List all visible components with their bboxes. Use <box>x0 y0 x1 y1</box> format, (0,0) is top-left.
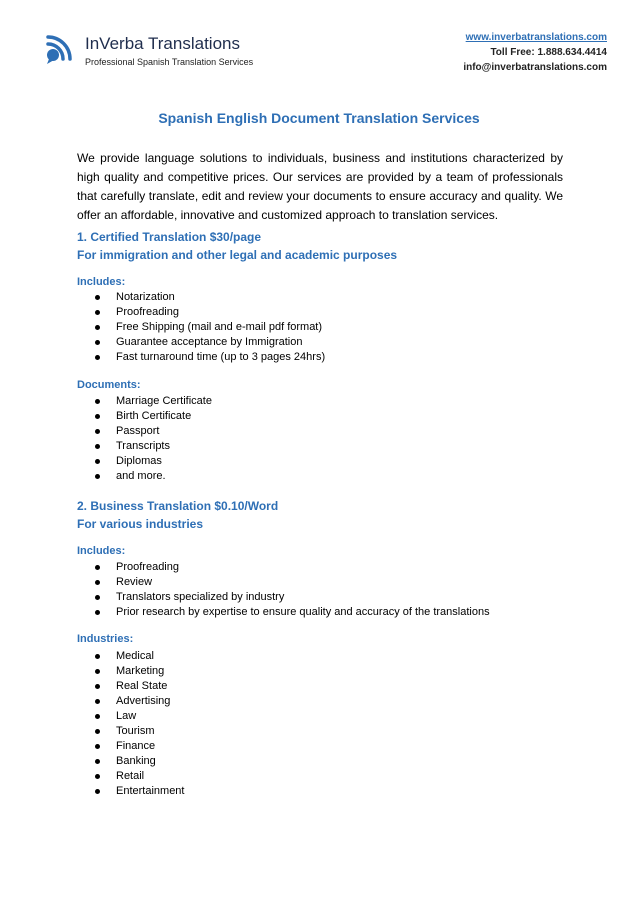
list-item: Medical <box>0 649 184 664</box>
list-item: and more. <box>0 469 212 484</box>
section-1-documents-label: Documents: <box>77 379 141 391</box>
speech-bubble-signal-icon <box>44 33 74 65</box>
list-item: Notarization <box>0 290 325 305</box>
website-link[interactable]: www.inverbatranslations.com <box>465 32 607 43</box>
section-2-includes-label: Includes: <box>77 545 126 557</box>
section-1-heading <box>77 228 397 264</box>
list-item: Real State <box>0 679 184 694</box>
section-2-heading <box>77 497 278 533</box>
brand-tagline: Professional Spanish Translation Services <box>85 57 254 67</box>
contact-block <box>463 30 607 75</box>
list-item: Fast turnaround time (up to 3 pages 24hrs) <box>0 350 325 365</box>
section-2-subtitle: For various industries <box>77 517 204 531</box>
list-item: Translators specialized by industry <box>0 590 490 605</box>
list-item: Retail <box>0 769 184 784</box>
letterhead <box>0 0 638 80</box>
list-item: Free Shipping (mail and e-mail pdf format) <box>0 320 325 335</box>
email-address[interactable]: info@inverbatranslations.com <box>463 62 607 73</box>
section-1-includes-label: Includes: <box>77 276 126 288</box>
list-item: Birth Certificate <box>0 409 212 424</box>
section-1-title: 1. Certified Translation $30/page <box>77 230 262 244</box>
list-item: Diplomas <box>0 454 212 469</box>
list-item: Passport <box>0 424 212 439</box>
intro-paragraph: We provide language solutions to individuals, business and institutions characterized by high quality and competitive prices. Our services are provided by a team of professionals that carefully translate, edit and review your documents to ensure accuracy and quality. We offer an affordable, innovative and customized approach to translation services. <box>77 151 563 222</box>
list-item: Tourism <box>0 724 184 739</box>
list-item: Review <box>0 575 490 590</box>
list-item: Proofreading <box>0 305 325 320</box>
list-item: Marriage Certificate <box>0 394 212 409</box>
section-1-documents-list <box>0 394 212 484</box>
list-item: Guarantee acceptance by Immigration <box>0 335 325 350</box>
list-item: Transcripts <box>0 439 212 454</box>
section-2-industries-label: Industries: <box>77 633 134 645</box>
list-item: Marketing <box>0 664 184 679</box>
list-item: Banking <box>0 754 184 769</box>
section-2-industries-list <box>0 649 184 799</box>
page-title: Spanish English Document Translation Services <box>158 110 480 126</box>
list-item: Law <box>0 709 184 724</box>
section-2-title: 2. Business Translation $0.10/Word <box>77 499 279 513</box>
brand-name: InVerba Translations <box>85 34 240 53</box>
section-1-includes-list <box>0 290 325 365</box>
list-item: Entertainment <box>0 784 184 799</box>
list-item: Advertising <box>0 694 184 709</box>
list-item: Proofreading <box>0 560 490 575</box>
list-item: Finance <box>0 739 184 754</box>
section-2-includes-list <box>0 560 490 620</box>
phone-number: Toll Free: 1.888.634.4414 <box>490 47 607 58</box>
section-1-subtitle: For immigration and other legal and academic purposes <box>77 248 398 262</box>
list-item: Prior research by expertise to ensure quality and accuracy of the translations <box>0 605 490 620</box>
